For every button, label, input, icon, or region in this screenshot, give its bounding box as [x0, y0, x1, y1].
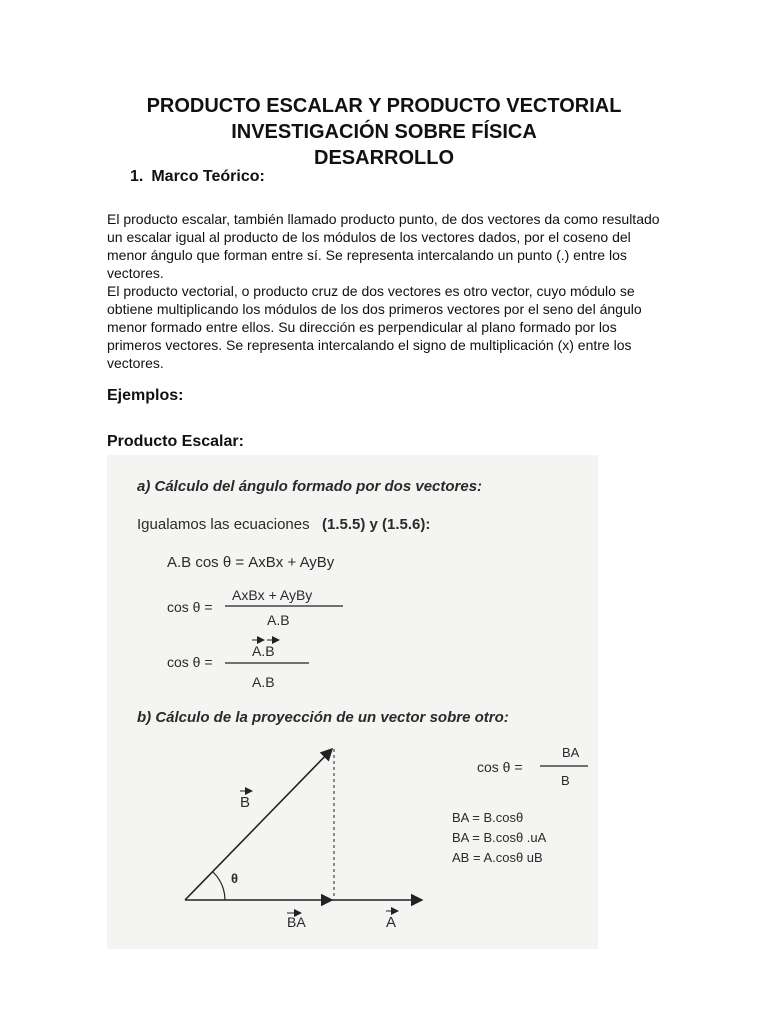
scan-label-A: A	[386, 914, 397, 931]
scan-vector-B	[185, 749, 332, 900]
title-line-1: PRODUCTO ESCALAR Y PRODUCTO VECTORIAL	[146, 95, 622, 117]
scan-eq-refs: (1.5.5) y (1.5.6):	[322, 516, 431, 533]
scan-eq1: A.B cos θ = AxBx + AyBy	[167, 554, 335, 571]
scan-proj-den: B	[561, 773, 570, 788]
scan-proj-lhs: cos θ =	[477, 759, 523, 775]
scan-eq2-num: AxBx + AyBy	[232, 587, 313, 603]
section-label: Marco Teórico:	[151, 168, 265, 185]
title-line-2: INVESTIGACIÓN SOBRE FÍSICA	[231, 121, 537, 143]
heading-ejemplos: Ejemplos:	[107, 387, 184, 404]
scan-relation-3: AB = A.cosθ uB	[452, 850, 543, 865]
scan-relation-2: BA = B.cosθ .uA	[452, 830, 547, 845]
scan-heading-b: b) Cálculo de la proyección de un vector sobre otro:	[137, 709, 509, 726]
paragraph-producto-escalar: El producto escalar, también llamado producto punto, de dos vectores da como resultado un escalar igual al producto de los módulos de los vectores dados, por el coseno del menor ángulo que forman entre sí. Se representa intercalando un punto (.) entre los vectores.	[107, 211, 660, 281]
scan-eq2-den: A.B	[267, 612, 290, 628]
scan-proj-num: BA	[562, 745, 580, 760]
scanned-example-image	[107, 455, 598, 949]
heading-producto-escalar: Producto Escalar:	[107, 433, 244, 450]
scan-label-B: B	[240, 794, 251, 811]
section-heading	[130, 168, 265, 186]
scan-label-BA: BA	[287, 914, 306, 930]
title-line-3: DESARROLLO	[314, 147, 454, 169]
scan-eq3-den: A.B	[252, 674, 275, 690]
section-number: 1.	[130, 168, 144, 185]
scan-intro: Igualamos las ecuaciones	[137, 516, 310, 533]
scan-heading-a: a) Cálculo del ángulo formado por dos vectores:	[137, 478, 483, 495]
scan-eq2-lhs: cos θ =	[167, 599, 213, 615]
paragraph-producto-vectorial: El producto vectorial, o producto cruz de dos vectores es otro vector, cuyo módulo se obtiene multiplicando los módulos de los dos primeros vectores por el seno del ángulo menor formado entre ellos. Su dirección es perpendicular al plano formado por los primeros vectores. Se representa intercalando el signo de multiplicación (x) entre los vectores.	[107, 283, 642, 371]
scan-label-theta: θ	[231, 871, 239, 886]
scan-eq3-num: A.B	[252, 643, 275, 659]
scan-eq3-lhs: cos θ =	[167, 654, 213, 670]
scan-relation-1: BA = B.cosθ	[452, 810, 524, 825]
scan-angle-arc	[213, 872, 225, 900]
